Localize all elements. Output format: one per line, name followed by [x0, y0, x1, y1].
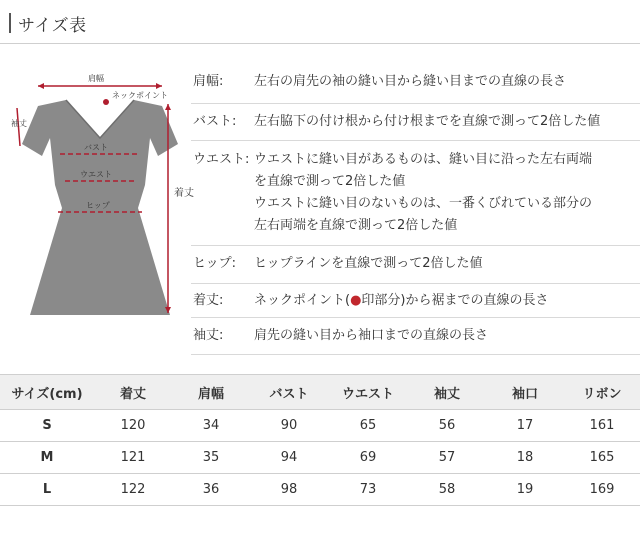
label-waist: ウエスト — [80, 170, 112, 179]
table-cell: 120 — [94, 410, 172, 442]
def-line: を直線で測って2倍した値 — [254, 174, 406, 189]
column-header: ウエスト — [328, 375, 408, 410]
def-term: ウエスト: — [193, 152, 250, 167]
def-body — [254, 104, 640, 133]
table-row — [0, 474, 640, 506]
table-cell: 122 — [94, 474, 172, 506]
neck-point-marker-icon: ● — [350, 293, 362, 308]
table-cell: 18 — [486, 442, 564, 474]
table-cell: 35 — [172, 442, 250, 474]
dress-illustration — [0, 60, 200, 330]
def-text: ネックポイント( — [254, 293, 351, 308]
def-term: バスト: — [193, 114, 237, 129]
column-header: サイズ(cm) — [0, 375, 94, 410]
column-header: バスト — [250, 375, 328, 410]
dress-measurement-figure — [0, 60, 200, 330]
table-cell: 94 — [250, 442, 328, 474]
header-accent-bar — [9, 13, 11, 33]
label-bust: バスト — [84, 143, 108, 152]
table-cell: 58 — [408, 474, 486, 506]
table-row — [0, 442, 640, 474]
label-sleeve: 袖丈 — [11, 119, 27, 128]
def-line: 左右両端を直線で測って2倍した値 — [254, 218, 458, 233]
table-cell: 19 — [486, 474, 564, 506]
table-cell: 17 — [486, 410, 564, 442]
table-cell: 56 — [408, 410, 486, 442]
table-cell: 165 — [564, 442, 640, 474]
table-row — [0, 410, 640, 442]
def-term: ヒップ: — [193, 256, 236, 271]
def-text: 印部分)から裾までの直線の長さ — [361, 293, 549, 308]
measurement-definitions — [191, 66, 640, 355]
def-line: 左右の肩先の袖の縫い目から縫い目までの直線の長さ — [254, 74, 567, 89]
table-cell: L — [0, 474, 94, 506]
table-cell: 98 — [250, 474, 328, 506]
def-line: ウエストに縫い目があるものは、縫い目に沿った左右両端 — [254, 152, 593, 167]
def-row-sleeve — [191, 318, 640, 355]
label-neck-point: ネックポイント — [112, 91, 168, 100]
neck-point-dot — [103, 99, 109, 105]
def-row-hip — [191, 246, 640, 284]
column-header: リボン — [564, 375, 640, 410]
table-cell: 69 — [328, 442, 408, 474]
size-table — [0, 374, 640, 506]
table-cell: 73 — [328, 474, 408, 506]
table-cell: M — [0, 442, 94, 474]
column-header: 着丈 — [94, 375, 172, 410]
def-row-shoulder — [191, 66, 640, 104]
table-cell: S — [0, 410, 94, 442]
page-title: サイズ表 — [18, 16, 87, 36]
def-body — [254, 284, 640, 312]
def-term: 袖丈: — [193, 328, 224, 343]
label-hip: ヒップ — [86, 201, 110, 210]
table-cell: 57 — [408, 442, 486, 474]
column-header: 肩幅 — [172, 375, 250, 410]
table-header-row — [0, 375, 640, 410]
def-term: 肩幅: — [193, 74, 224, 89]
table-cell: 65 — [328, 410, 408, 442]
def-line: ヒップラインを直線で測って2倍した値 — [254, 256, 483, 271]
column-header: 袖丈 — [408, 375, 486, 410]
column-header: 袖口 — [486, 375, 564, 410]
def-line: 左右脇下の付け根から付け根までを直線で測って2倍した値 — [254, 114, 601, 129]
def-body — [254, 246, 640, 275]
label-shoulder: 肩幅 — [88, 74, 104, 83]
header-divider — [0, 43, 640, 44]
table-cell: 34 — [172, 410, 250, 442]
table-cell: 90 — [250, 410, 328, 442]
def-body — [254, 141, 640, 237]
def-row-bust — [191, 104, 640, 141]
page-header — [0, 0, 640, 44]
def-line — [254, 290, 640, 312]
label-length: 着丈 — [174, 188, 194, 199]
def-body — [254, 66, 640, 93]
def-line: 肩先の縫い目から袖口までの直線の長さ — [254, 328, 489, 343]
def-line: ウエストに縫い目のないものは、一番くびれている部分の — [254, 196, 593, 211]
def-row-length — [191, 284, 640, 318]
table-cell: 36 — [172, 474, 250, 506]
table-cell: 169 — [564, 474, 640, 506]
def-body — [254, 318, 640, 347]
def-row-waist — [191, 141, 640, 246]
def-term: 着丈: — [193, 293, 224, 308]
table-cell: 161 — [564, 410, 640, 442]
table-cell: 121 — [94, 442, 172, 474]
